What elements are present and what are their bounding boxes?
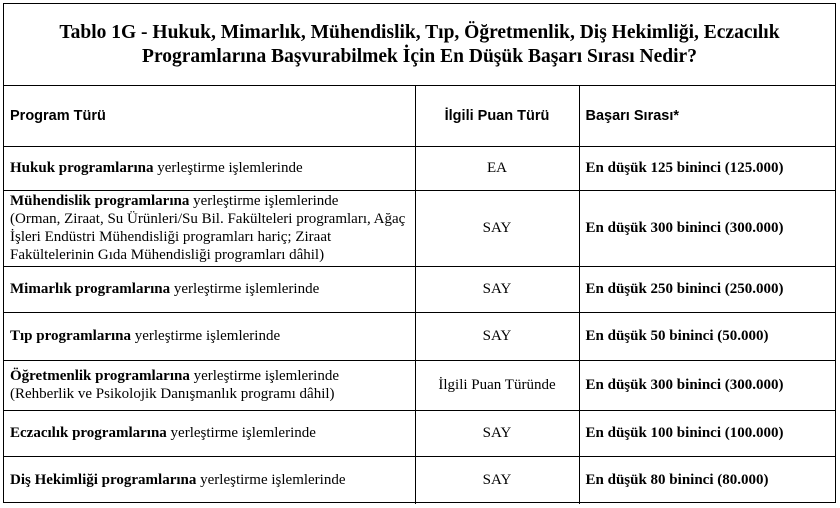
header-rank: Başarı Sırası* xyxy=(579,86,835,146)
table-row xyxy=(4,190,835,266)
score-type-cell: EA xyxy=(415,146,579,190)
score-type-cell: SAY xyxy=(415,266,579,312)
header-program: Program Türü xyxy=(10,107,106,124)
table-title xyxy=(4,4,835,86)
score-type-cell: SAY xyxy=(415,190,579,266)
program-context: yerleştirme işlemlerinde xyxy=(170,281,320,297)
program-context: yerleştirme işlemlerinde xyxy=(196,472,346,489)
score-type-cell: SAY xyxy=(415,456,579,504)
program-cell xyxy=(4,146,415,190)
rank-cell: En düşük 50 bininci (50.000) xyxy=(579,312,835,360)
table-row xyxy=(4,146,835,190)
program-context: yerleştirme işlemlerinde xyxy=(130,328,281,344)
rank-cell: En düşük 125 bininci (125.000) xyxy=(579,146,835,190)
rank-cell: En düşük 300 bininci (300.000) xyxy=(579,360,835,410)
program-name: Mühendislik programlarına xyxy=(10,193,190,209)
rank-cell: En düşük 100 bininci (100.000) xyxy=(579,410,835,456)
rank-cell: En düşük 80 bininci (80.000) xyxy=(579,456,835,504)
program-context: yerleştirme işlemlerinde xyxy=(153,160,303,176)
title-line-2: Programlarına Başvurabilmek İçin En Düşük Başarı Sırası Nedir? xyxy=(142,45,697,67)
header-row xyxy=(4,86,835,146)
score-type-cell: SAY xyxy=(415,312,579,360)
rank-cell: En düşük 300 bininci (300.000) xyxy=(579,190,835,266)
table-document xyxy=(3,3,836,503)
program-cell xyxy=(4,410,415,456)
table-row xyxy=(4,312,835,360)
score-type-cell: SAY xyxy=(415,410,579,456)
title-line-1: Tablo 1G - Hukuk, Mimarlık, Mühendislik, Tıp, Öğretmenlik, Diş Hekimliği, Eczacılık xyxy=(59,21,780,43)
program-cell xyxy=(4,266,415,312)
program-name: Tıp programlarına xyxy=(10,328,131,344)
program-name: Diş Hekimliği programlarına xyxy=(10,472,197,489)
program-name: Mimarlık programlarına xyxy=(10,281,171,297)
program-cell xyxy=(4,360,415,410)
program-context: yerleştirme işlemlerinde xyxy=(189,193,339,209)
rank-cell: En düşük 250 bininci (250.000) xyxy=(579,266,835,312)
score-type-cell: İlgili Puan Türünde xyxy=(415,360,579,410)
program-context: yerleştirme işlemlerinde xyxy=(189,368,339,384)
program-cell xyxy=(4,456,415,504)
program-cell xyxy=(4,312,415,360)
program-name: Hukuk programlarına xyxy=(10,160,154,176)
table-row xyxy=(4,456,835,504)
program-context: yerleştirme işlemlerinde xyxy=(166,425,316,441)
header-score-type: İlgili Puan Türü xyxy=(415,86,579,146)
table-row xyxy=(4,266,835,312)
program-name: Eczacılık programlarına xyxy=(10,425,167,441)
table-row xyxy=(4,410,835,456)
program-name: Öğretmenlik programlarına xyxy=(10,368,190,384)
table-row xyxy=(4,360,835,410)
program-note: (Rehberlik ve Psikolojik Danışmanlık programı dâhil) xyxy=(10,386,335,402)
program-note: (Orman, Ziraat, Su Ürünleri/Su Bil. Fakülteleri programları, Ağaç İşleri Endüstri Mühendisliği programları hariç; Ziraat Fakültelerinin Gıda Mühendisliği programları dâhil) xyxy=(10,211,406,263)
program-cell xyxy=(4,190,415,266)
data-table xyxy=(4,86,835,504)
